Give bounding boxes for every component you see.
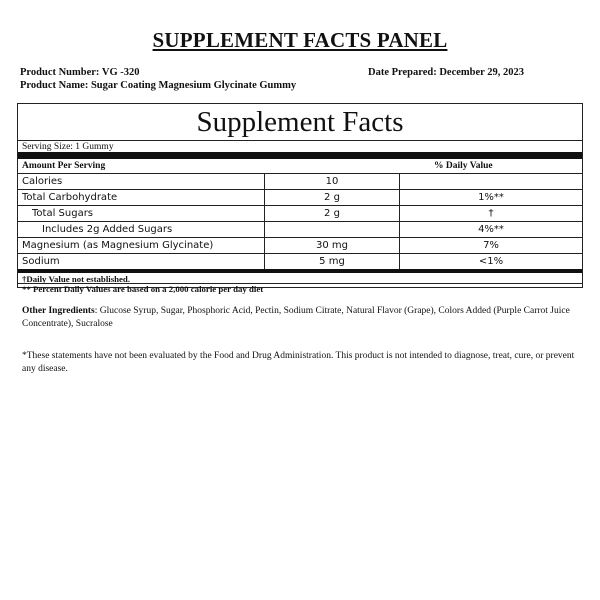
fda-disclaimer: *These statements have not been evaluated by the Food and Drug Administration. This product is not intended to diagnose, treat, cure, or prevent any disease. — [22, 351, 575, 374]
table-row — [18, 222, 582, 238]
nutrient-dv: 7% — [400, 238, 583, 254]
nutrient-table — [18, 174, 582, 269]
page-title: SUPPLEMENT FACTS PANEL — [152, 28, 448, 52]
footnote-dagger: †Daily Value not established. — [22, 274, 131, 284]
nutrient-dv: † — [400, 206, 583, 222]
nutrient-dv: 1%** — [400, 190, 583, 206]
nutrient-amount: 2 g — [265, 190, 400, 206]
nutrient-name: Includes 2g Added Sugars — [42, 224, 173, 235]
footnote-daily-value: ** Percent Daily Values are based on a 2,000 calorie per day diet — [22, 284, 264, 294]
nutrient-dv: <1% — [478, 256, 504, 267]
table-row — [18, 238, 582, 254]
nutrient-dv: 4%** — [400, 222, 583, 238]
nutrient-amount: 10 — [265, 174, 400, 190]
product-name: Product Name: Sugar Coating Magnesium Glycinate Gummy — [20, 80, 297, 91]
thick-divider — [18, 269, 582, 273]
table-row — [18, 190, 582, 206]
table-row — [18, 206, 582, 222]
nutrient-dv — [400, 174, 583, 190]
nutrient-name: Total Carbohydrate — [18, 190, 265, 206]
amount-per-serving-header: Amount Per Serving — [22, 161, 106, 171]
nutrient-name: Magnesium (as Magnesium Glycinate) — [18, 238, 265, 254]
ingredients-label: Other Ingredients — [22, 306, 95, 316]
serving-size: Serving Size: 1 Gummy — [18, 140, 582, 152]
nutrient-amount — [265, 222, 400, 238]
panel-title: Supplement Facts — [196, 106, 404, 138]
column-header-row — [18, 160, 582, 174]
nutrient-amount: 2 g — [265, 206, 400, 222]
table-row — [18, 254, 582, 270]
product-number: Product Number: VG -320 — [20, 67, 140, 78]
nutrient-name: Calories — [18, 174, 265, 190]
thick-divider — [18, 152, 582, 159]
other-ingredients — [22, 305, 582, 331]
nutrient-amount: 5 mg — [265, 254, 400, 270]
ingredients-text: : Glucose Syrup, Sugar, Phosphoric Acid, Pectin, Sodium Citrate, Natural Flavor (Grape), Colors Added (Purple Carrot Juice Concentrate), Sucralose — [22, 306, 570, 329]
nutrient-name: Sodium — [18, 254, 265, 270]
table-row — [18, 174, 582, 190]
daily-value-header: % Daily Value — [434, 161, 493, 171]
nutrient-name: Total Sugars — [32, 208, 94, 219]
supplement-facts-panel — [17, 103, 583, 294]
date-prepared: Date Prepared: December 29, 2023 — [368, 67, 524, 78]
nutrient-amount: 30 mg — [265, 238, 400, 254]
